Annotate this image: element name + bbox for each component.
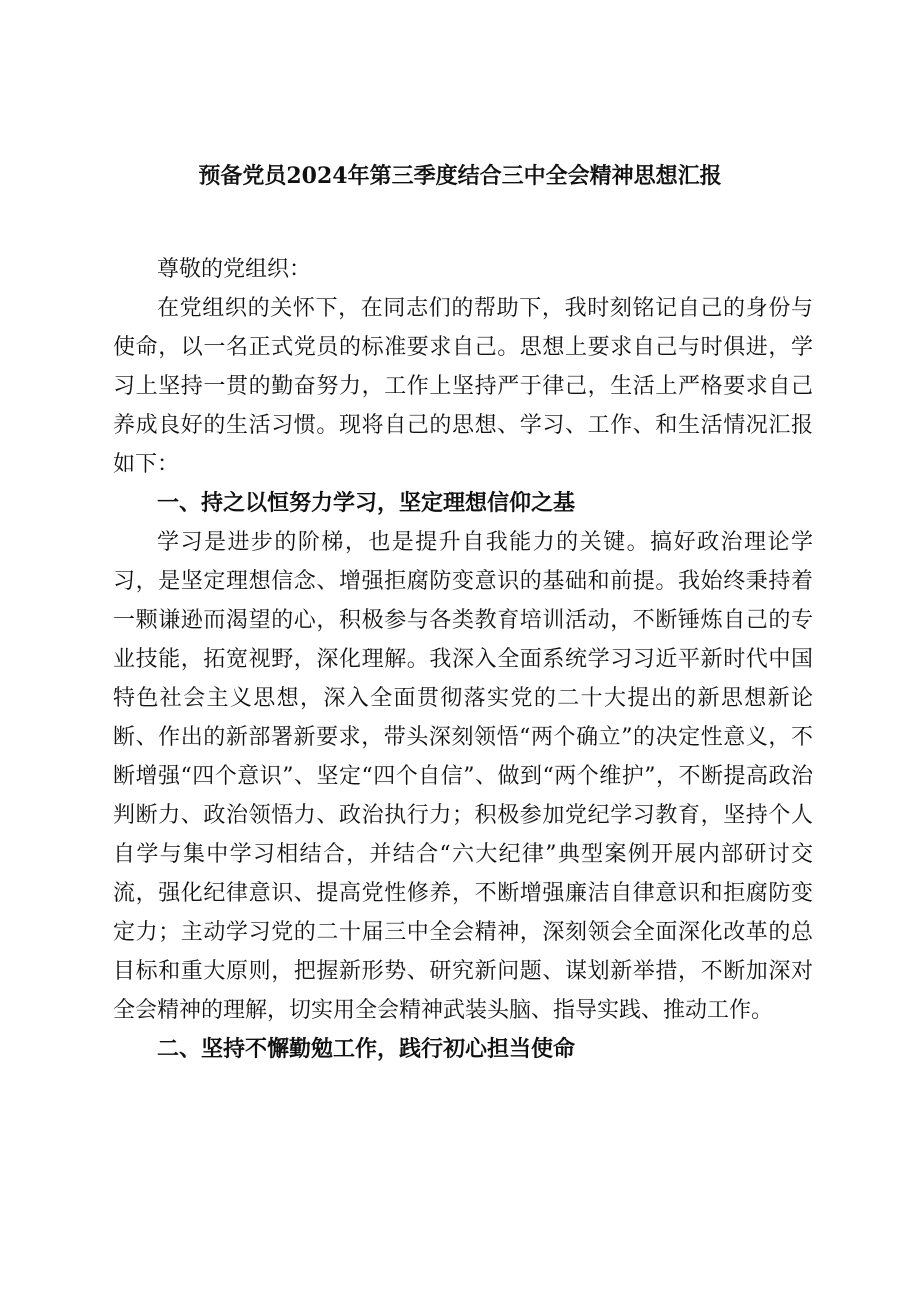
section-1-heading: 一、持之以恒努力学习，坚定理想信仰之基: [157, 490, 576, 516]
salutation: 尊敬的党组织：: [157, 257, 312, 282]
intro-paragraph: 在党组织的关怀下，在同志们的帮助下，我时刻铭记自己的身份与使命，以一名正式党员的标准要求自己。思想上要求自己与时俱进，学习上坚持一贯的勤奋努力，工作上坚持严于律己，生活上严格要求自己养成良好的生活习惯。现将自己的思想、学习、工作、和生活情况汇报如下：: [113, 296, 813, 477]
document-body: [113, 250, 813, 1069]
section-1-paragraph: 学习是进步的阶梯，也是提升自我能力的关键。搞好政治理论学习，是坚定理想信念、增强拒腐防变意识的基础和前提。我始终秉持着一颗谦逊而渴望的心，积极参与各类教育培训活动，不断锤炼自己的专业技能，拓宽视野，深化理解。我深入全面系统学习习近平新时代中国特色社会主义思想，深入全面贯彻落实党的二十大提出的新思想新论断、作出的新部署新要求，带头深刻领悟“两个确立”的决定性意义，不断增强“四个意识”、坚定“四个自信”、做到“两个维护”，不断提高政治判断力、政治领悟力、政治执行力；积极参加党纪学习教育，坚持个人自学与集中学习相结合，并结合“六大纪律”典型案例开展内部研讨交流，强化纪律意识、提高党性修养，不断增强廉洁自律意识和拒腐防变定力；主动学习党的二十届三中全会精神，深刻领会全面深化改革的总目标和重大原则，把握新形势、研究新问题、谋划新举措，不断加深对全会精神的理解，切实用全会精神武装头脑、指导实践、推动工作。: [113, 530, 813, 1023]
section-2-heading: 二、坚持不懈勤勉工作，践行初心担当使命: [157, 1036, 576, 1062]
document-title: 预备党员2024年第三季度结合三中全会精神思想汇报: [198, 163, 722, 189]
